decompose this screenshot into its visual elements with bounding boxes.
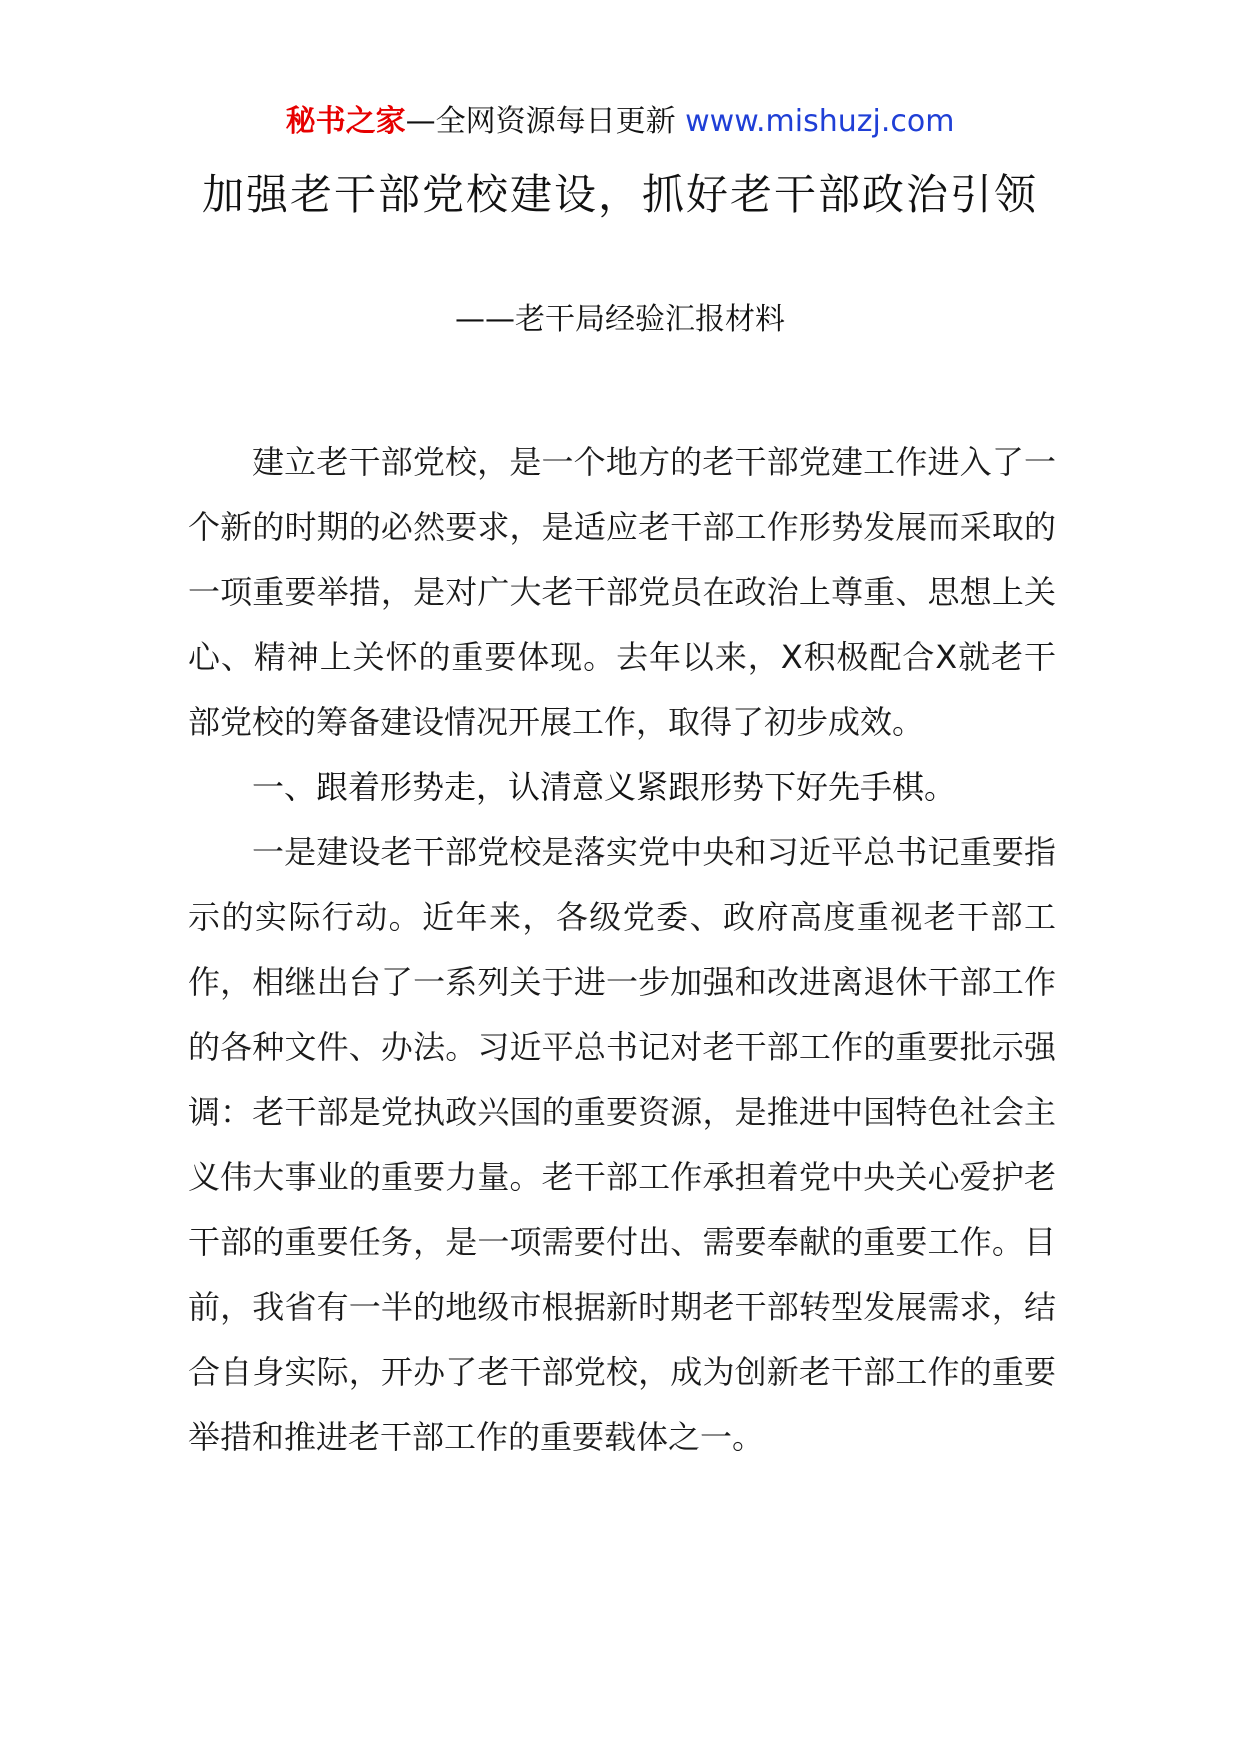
- document-subtitle: ——老干局经验汇报材料: [455, 302, 785, 337]
- site-banner: [0, 102, 1240, 142]
- section-heading-1: 一、跟着形势走，认清意义紧跟形势下好先手棋。: [252, 768, 957, 806]
- paragraph-point-1: 一是建设老干部党校是落实党中央和习近平总书记重要指示的实际行动。近年来，各级党委、政府高度重视老干部工作，相继出台了一系列关于进一步加强和改进离退休干部工作的各种文件、办法。习近平总书记对老干部工作的重要批示强调：老干部是党执政兴国的重要资源，是推进中国特色社会主义伟大事业的重要力量。老干部工作承担着党中央关心爱护老干部的重要任务，是一项需要付出、需要奉献的重要工作。目前，我省有一半的地级市根据新时期老干部转型发展需求，结合自身实际，开办了老干部党校，成为创新老干部工作的重要举措和推进老干部工作的重要载体之一。: [188, 833, 1056, 1456]
- document-body: [188, 430, 1056, 1470]
- paragraph-intro: 建立老干部党校，是一个地方的老干部党建工作进入了一个新的时期的必然要求，是适应老干部工作形势发展而采取的一项重要举措，是对广大老干部党员在政治上尊重、思想上关心、精神上关怀的重要体现。去年以来，X积极配合X就老干部党校的筹备建设情况开展工作，取得了初步成效。: [188, 443, 1056, 741]
- banner-tagline: —全网资源每日更新: [405, 104, 686, 139]
- document-title: 加强老干部党校建设，抓好老干部政治引领: [201, 170, 1038, 219]
- site-url-link[interactable]: www.mishuzj.com: [685, 104, 955, 139]
- brand-name: 秘书之家: [285, 104, 406, 139]
